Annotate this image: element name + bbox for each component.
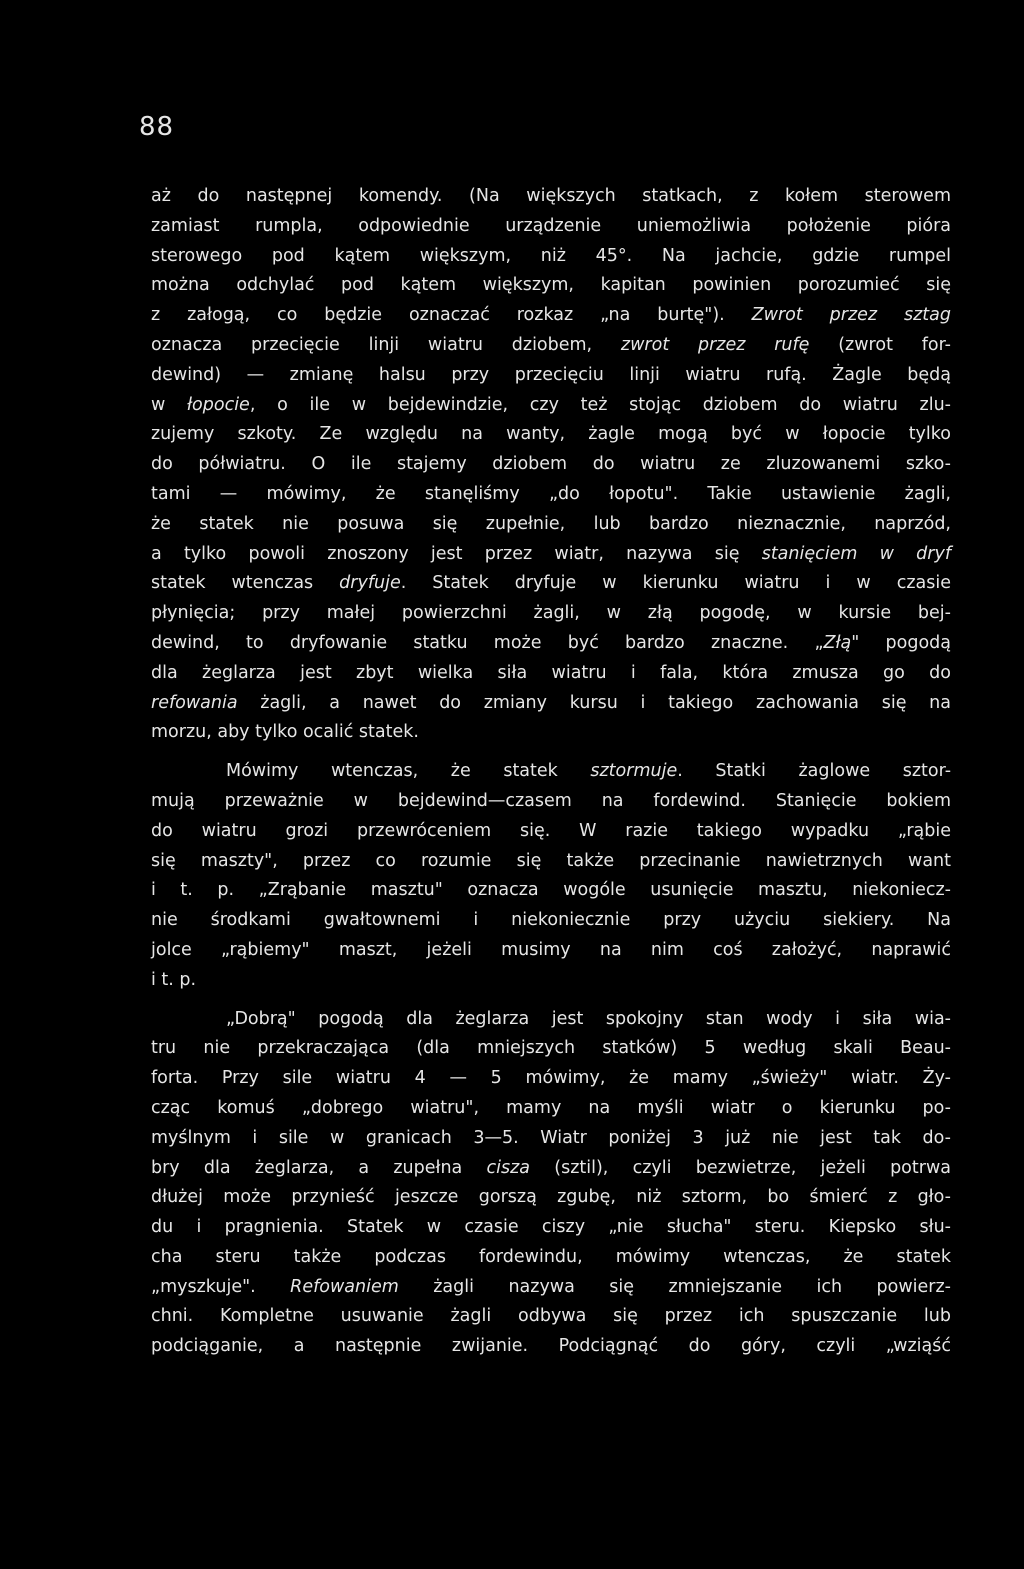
- text-line: [151, 1034, 951, 1064]
- text-run: w: [151, 394, 188, 415]
- text-run: dla żeglarza jest zbyt wielka siła wiatru i fala, która zmusza go do: [151, 662, 951, 683]
- text-run: . Statki żaglowe sztor-: [677, 761, 952, 782]
- text-run: zamiast rumpla, odpowiednie urządzenie uniemożliwia położenie pióra: [151, 215, 951, 236]
- text-run: statek wtenczas: [151, 573, 340, 594]
- text-run: płynięcia; przy małej powierzchni żagli, w złą pogodę, w kursie bej-: [151, 603, 951, 624]
- text-line: [151, 599, 951, 629]
- text-run: jolce „rąbiemy" maszt, jeżeli musimy na nim coś założyć, naprawić: [151, 939, 951, 960]
- italic-term: Refowaniem: [290, 1276, 399, 1297]
- text-line: [151, 182, 951, 212]
- text-run: mują przeważnie w bejdewind—czasem na fordewind. Stanięcie bokiem: [151, 790, 951, 811]
- text-run: " pogodą: [851, 632, 952, 653]
- text-run: i t. p.: [151, 969, 197, 990]
- text-run: tru nie przekraczająca (dla mniejszych statków) 5 według skali Beau-: [151, 1038, 951, 1059]
- text-run: cząc komuś „dobrego wiatru", mamy na myśli wiatr o kierunku po-: [151, 1097, 951, 1118]
- text-run: do półwiatru. O ile stajemy dziobem do wiatru ze zluzowanemi szko-: [151, 454, 951, 475]
- text-line: [151, 420, 951, 450]
- italic-term: cisza: [486, 1157, 531, 1178]
- italic-term: stanięciem w dryf: [761, 543, 951, 564]
- text-run: że statek nie posuwa się zupełnie, lub bardzo nieznacznie, naprzód,: [151, 513, 951, 534]
- text-line: [151, 757, 951, 787]
- text-line: [151, 1094, 951, 1124]
- text-line: [151, 1154, 951, 1184]
- text-line: [151, 659, 951, 689]
- text-run: du i pragnienia. Statek w czasie ciszy „nie słucha" steru. Kiepsko słu-: [151, 1217, 951, 1238]
- paragraph: [151, 1005, 951, 1363]
- text-run: forta. Przy sile wiatru 4 — 5 mówimy, że mamy „świeży" wiatr. Ży-: [151, 1068, 951, 1089]
- text-line: [151, 212, 951, 242]
- text-line: [151, 450, 951, 480]
- text-line: [151, 817, 951, 847]
- text-line: [151, 847, 951, 877]
- text-run: chni. Kompletne usuwanie żagli odbywa się przez ich spuszczanie lub: [151, 1306, 951, 1327]
- text-run: podciąganie, a następnie zwijanie. Podciągnąć do góry, czyli „wziąść: [151, 1336, 951, 1357]
- text-line: [151, 271, 951, 301]
- text-run: dewind, to dryfowanie statku może być bardzo znaczne. „: [151, 632, 824, 653]
- text-line: [151, 629, 951, 659]
- italic-term: Złą: [823, 632, 852, 653]
- text-run: zujemy szkoty. Ze względu na wanty, żagle mogą być w łopocie tylko: [151, 424, 951, 445]
- text-line: [151, 301, 951, 331]
- text-run: żagli, a nawet do zmiany kursu i takiego zachowania się na: [237, 692, 951, 713]
- text-run: tami — mówimy, że stanęliśmy „do łopotu". Takie ustawienie żagli,: [151, 483, 951, 504]
- text-line: [151, 1183, 951, 1213]
- text-run: cha steru także podczas fordewindu, mówimy wtenczas, że statek: [151, 1246, 951, 1267]
- text-line: [151, 331, 951, 361]
- text-line: [151, 718, 951, 748]
- text-run: się maszty", przez co rozumie się także przecinanie nawietrznych want: [151, 850, 951, 871]
- text-run: (zwrot for-: [809, 334, 951, 355]
- text-line: [151, 1302, 951, 1332]
- page-number: 88: [139, 112, 175, 142]
- italic-term: dryfuje: [339, 573, 401, 594]
- text-run: oznacza przecięcie linji wiatru dziobem,: [151, 334, 621, 355]
- italic-term: zwrot przez rufę: [620, 334, 810, 355]
- text-run: Mówimy wtenczas, że statek: [226, 761, 591, 782]
- text-run: dłużej może przynieść jeszcze gorszą zgubę, niż sztorm, bo śmierć z gło-: [151, 1187, 951, 1208]
- text-line: [151, 936, 951, 966]
- text-run: żagli nazywa się zmniejszanie ich powierz-: [398, 1276, 951, 1297]
- italic-term: sztormuje: [590, 761, 678, 782]
- text-run: „myszkuje".: [151, 1276, 291, 1297]
- text-line: [151, 1273, 951, 1303]
- text-line: [151, 787, 951, 817]
- text-line: [151, 361, 951, 391]
- text-run: . Statek dryfuje w kierunku wiatru i w czasie: [400, 573, 951, 594]
- text-line: [151, 569, 951, 599]
- text-line: [151, 1064, 951, 1094]
- italic-term: łopocie: [187, 394, 250, 415]
- text-line: [151, 391, 951, 421]
- text-run: , o ile w bejdewindzie, czy też stojąc dziobem do wiatru zlu-: [249, 394, 951, 415]
- text-run: (sztil), czyli bezwietrze, jeżeli potrwa: [530, 1157, 951, 1178]
- text-run: morzu, aby tylko ocalić statek.: [151, 722, 419, 743]
- text-line: [151, 540, 951, 570]
- text-run: sterowego pod kątem większym, niż 45°. Na jachcie, gdzie rumpel: [151, 245, 951, 266]
- paragraph: [151, 182, 951, 748]
- text-run: do wiatru grozi przewróceniem się. W razie takiego wypadku „rąbie: [151, 820, 951, 841]
- text-line: [151, 876, 951, 906]
- text-run: z załogą, co będzie oznaczać rozkaz „na burtę").: [151, 305, 752, 326]
- text-run: nie środkami gwałtownemi i niekoniecznie przy użyciu siekiery. Na: [151, 910, 951, 931]
- text-line: [151, 1124, 951, 1154]
- text-run: można odchylać pod kątem większym, kapitan powinien porozumieć się: [151, 275, 951, 296]
- text-run: „Dobrą" pogodą dla żeglarza jest spokojny stan wody i siła wia-: [226, 1008, 951, 1029]
- text-line: [151, 1243, 951, 1273]
- italic-term: Zwrot przez sztag: [751, 305, 951, 326]
- text-run: i t. p. „Zrąbanie masztu" oznacza wogóle usunięcie masztu, niekoniecz-: [151, 880, 951, 901]
- text-line: [151, 480, 951, 510]
- text-run: aż do następnej komendy. (Na większych statkach, z kołem sterowem: [151, 186, 951, 206]
- text-line: [151, 1005, 951, 1035]
- page-body: [151, 182, 951, 1362]
- text-line: [151, 689, 951, 719]
- text-run: myślnym i sile w granicach 3—5. Wiatr poniżej 3 już nie jest tak do-: [151, 1127, 951, 1148]
- italic-term: refowania: [151, 692, 238, 713]
- text-run: dewind) — zmianę halsu przy przecięciu linji wiatru rufą. Żagle będą: [151, 364, 951, 385]
- text-line: [151, 966, 951, 996]
- text-line: [151, 242, 951, 272]
- text-run: a tylko powoli znoszony jest przez wiatr, nazywa się: [151, 543, 762, 564]
- text-run: bry dla żeglarza, a zupełna: [151, 1157, 487, 1178]
- text-line: [151, 510, 951, 540]
- text-line: [151, 1213, 951, 1243]
- text-line: [151, 906, 951, 936]
- text-line: [151, 1332, 951, 1362]
- paragraph: [151, 757, 951, 995]
